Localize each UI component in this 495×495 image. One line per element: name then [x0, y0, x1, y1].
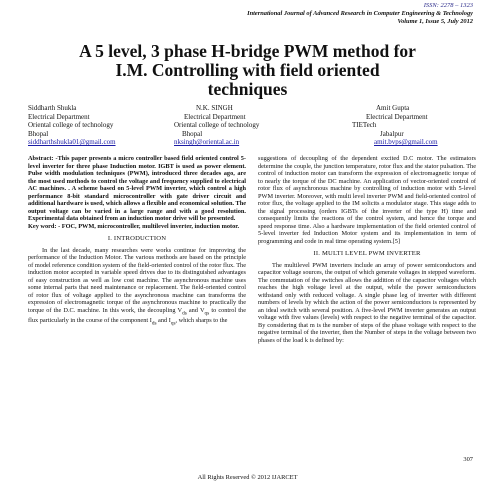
- journal-volume: Volume 1, Issue 5, July 2012: [397, 18, 473, 25]
- body-paragraph: The multilevel PWM inverters include an array of power semiconductors and capacitor voltage sources, the output of which generate voltages in stepped waveform. The commutation of the switches allows the addition of the capacitor voltages which reaches the high voltage level at the output, while the power semiconductors withstand only with reduced voltage. A single phase leg of inverter with different numbers of levels by which the action of the power semiconductors is represented by an ideal switch with several position. A five-level PWM inverter generates an output voltage with five values (levels) with respect to the negative terminal of the capacitor. By considering that m is the number of steps of the phase voltage with respect to the negative terminal of the inverter, then the Number of steps in the voltage between two phases of the load k is defined by:: [258, 261, 476, 344]
- author-city: Bhopal: [182, 129, 203, 138]
- intro-text: , which sharps to the: [175, 317, 228, 325]
- author-name: Amit Gupta: [376, 104, 410, 112]
- section-heading-introduction: I. INTRODUCTION: [107, 235, 167, 242]
- intro-text: and I: [156, 317, 171, 325]
- abstract: Abstract: -This paper presents a micro controller based field oriented control 5-level inverter for three phase Induction motor. IGBT is used as power element. Pulse width modulation techniques (PWM), introduced three decades ago, are the most used methods to control the voltage and frequency supplied to electrical AC machines. . A scheme based on 5-level PWM inverter, which control a high performance 8-bit standard microcontroller with gate driver circuit and additional hardware is used, which allows a flexible and economical solution. The output voltage can be varied in a large range and with a good resolution. Experimental data obtained from an induction motor drive will be presented.: [28, 155, 246, 222]
- right-column: [258, 155, 476, 344]
- author-org: TIETech: [352, 121, 377, 130]
- author-org: Oriental college of technology: [174, 121, 260, 130]
- section-heading-multilevel-inverter: II. MULTI LEVEL PWM INVERTER: [313, 250, 421, 257]
- author-dept: Electrical Department: [184, 112, 246, 121]
- paper-title: [20, 42, 475, 99]
- left-column: [28, 155, 246, 328]
- author-org: Oriental college of technology: [28, 121, 114, 130]
- issn-label: ISSN: 2278 – 1323: [423, 2, 473, 9]
- author-1: [28, 104, 116, 147]
- copyright-footer: All Rights Reserved © 2012 IJARCET: [197, 474, 298, 481]
- intro-text: In the last decade, many researches were works continue for improving the performance of the Induction Motor. The various methods are based on the principle of model reference condition system of the field-oriented control of the rotor flux. The induction motor accepted in variable speed drives due to its distinguished advantages of easy construction as well as low cost machine. The asynchronous machine uses some internal parts that need maintenance or replacement. The field-oriented control of rotor flux of voltage applied to the asynchronous machine can transforms the expression of electromagnetic torque of the asynchronous machine to practically the torque of the D.C. machine. In this work, the decoupling V: [28, 246, 246, 314]
- body-paragraph: suggestions of decoupling of the dependent excited D.C motor. The estimators determine the couple, the junction temperature, rotor flux and the stator pulsation. The control of induction motor can transform the expression of electromagnetic torque of to nearly the torque of the DC machine. An application of vector-oriented control of rotor flux of asynchronous machine by controlling of induction motor with 5-level PWM inverter. Moreover, with multi level inverter PWM and field-oriented control of rotor flux, the voltage applied to the IM solicits a modulator stage. This stage adds to the signal processing (orders IGBTs of the inverter of the type H) time and consequently limits the reactions of the control system, and hence the torque and speed response time. Also a hardware implementation of the field oriented control of 5-level inverter fed Induction Motor system and its implementation in term of programming and code in real time operating system.[5]: [258, 155, 476, 245]
- subscript: ds: [182, 309, 187, 316]
- title-line-3: techniques: [207, 79, 288, 99]
- author-name: Siddharth Shukla: [28, 104, 77, 112]
- author-email-link[interactable]: amit.bvps@gmail.com: [374, 138, 438, 147]
- author-dept: Electrical Department: [28, 112, 90, 121]
- subscript: qs: [204, 309, 210, 316]
- page-number: 307: [463, 456, 473, 463]
- journal-header: [247, 10, 473, 26]
- author-block: [0, 104, 495, 150]
- author-3: [338, 104, 438, 147]
- author-email-link[interactable]: siddharthshukla01@gmail.com: [28, 138, 116, 147]
- title-line-1: A 5 level, 3 phase H-bridge PWM method for: [79, 41, 416, 61]
- author-name: N.K. SINGH: [196, 104, 233, 112]
- author-2: [174, 104, 259, 147]
- author-dept: Electrical Department: [366, 112, 428, 121]
- introduction-paragraph: [28, 247, 246, 329]
- journal-name: International Journal of Advanced Research in Computer Engineering & Technology: [247, 10, 473, 17]
- author-email-link[interactable]: nksingh@oriental.ac.in: [174, 138, 240, 147]
- subscript: ds: [151, 320, 157, 327]
- author-city: Bhopal: [28, 129, 49, 138]
- keywords: Key word: - FOC, PWM, microcontroller, multilevel inverter, induction motor.: [28, 222, 240, 230]
- subscript: qs: [170, 320, 176, 327]
- author-city: Jabalpur: [380, 129, 404, 138]
- intro-text: and V: [186, 306, 205, 314]
- intro-text: to control the flux particularly in the course of the component I: [28, 306, 246, 325]
- title-line-2: I.M. Controlling with field oriented: [115, 60, 380, 80]
